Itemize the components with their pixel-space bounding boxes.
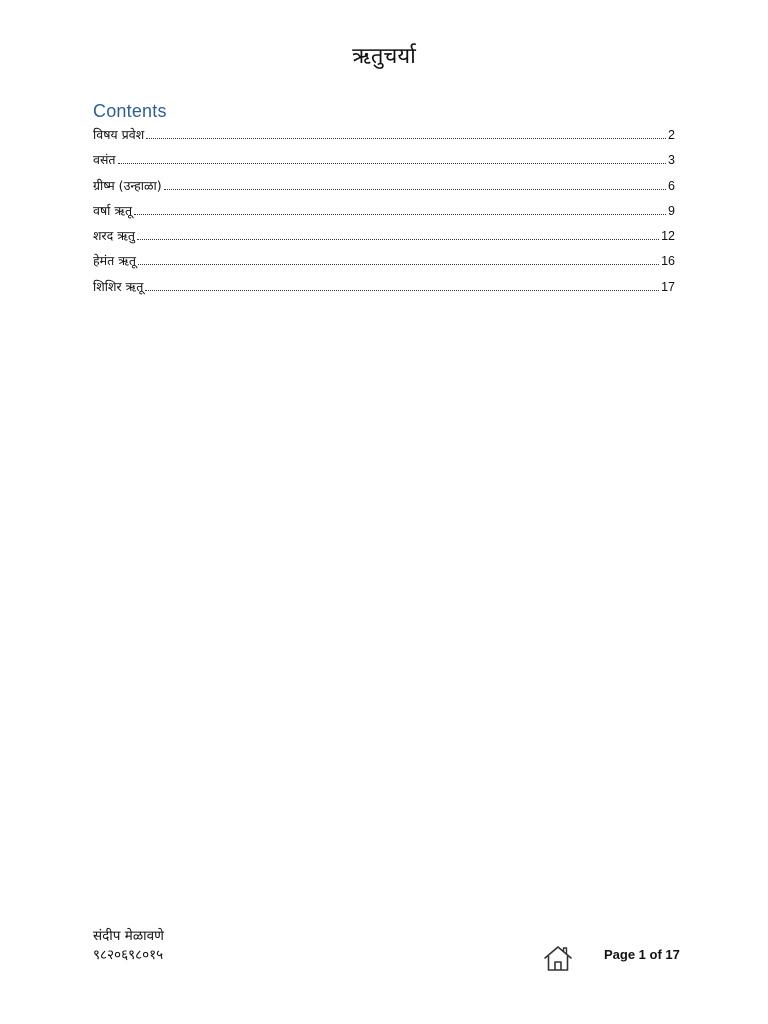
toc-entry-page: 9 <box>668 203 675 218</box>
toc-entry-label: शरद ऋतु <box>93 228 136 244</box>
toc-entry-label: विषय प्रवेश <box>93 127 145 142</box>
toc-entry-page: 17 <box>661 279 675 294</box>
toc-entry[interactable] <box>93 151 675 176</box>
document-title: ऋतुचर्या <box>352 44 416 69</box>
page-number: Page 1 of 17 <box>604 947 680 962</box>
toc-entry-page: 12 <box>661 229 675 244</box>
table-of-contents <box>93 126 675 303</box>
toc-dot-leader <box>138 263 659 265</box>
toc-heading: Contents <box>93 101 167 121</box>
toc-entry[interactable] <box>93 126 675 151</box>
toc-entry-page: 2 <box>668 128 675 142</box>
toc-entry-label: वर्षा ऋतू <box>93 202 133 218</box>
author-name: संदीप मेळावणे <box>93 928 164 944</box>
home-icon[interactable] <box>542 944 574 972</box>
toc-dot-leader <box>146 137 666 139</box>
toc-entry-page: 6 <box>668 178 675 193</box>
toc-entry-label: वसंत <box>93 152 116 168</box>
toc-dot-leader <box>134 213 666 215</box>
footer-author <box>93 927 164 965</box>
toc-entry-page: 3 <box>668 153 675 168</box>
toc-entry-label: हेमंत ऋतू <box>93 253 136 269</box>
toc-entry-label: ग्रीष्म (उन्हाळा) <box>93 177 162 193</box>
toc-entry-page: 16 <box>661 254 675 269</box>
toc-dot-leader <box>137 238 659 240</box>
toc-dot-leader <box>118 162 667 164</box>
toc-entry[interactable] <box>93 202 675 227</box>
toc-entry[interactable] <box>93 177 675 202</box>
toc-entry[interactable] <box>93 252 675 277</box>
toc-entry[interactable] <box>93 227 675 252</box>
author-phone: ९८२०६९८०१५ <box>93 947 164 963</box>
toc-entry-label: शिशिर ऋतू <box>93 278 144 294</box>
toc-dot-leader <box>164 188 666 190</box>
toc-dot-leader <box>145 289 659 291</box>
toc-entry[interactable] <box>93 278 675 303</box>
